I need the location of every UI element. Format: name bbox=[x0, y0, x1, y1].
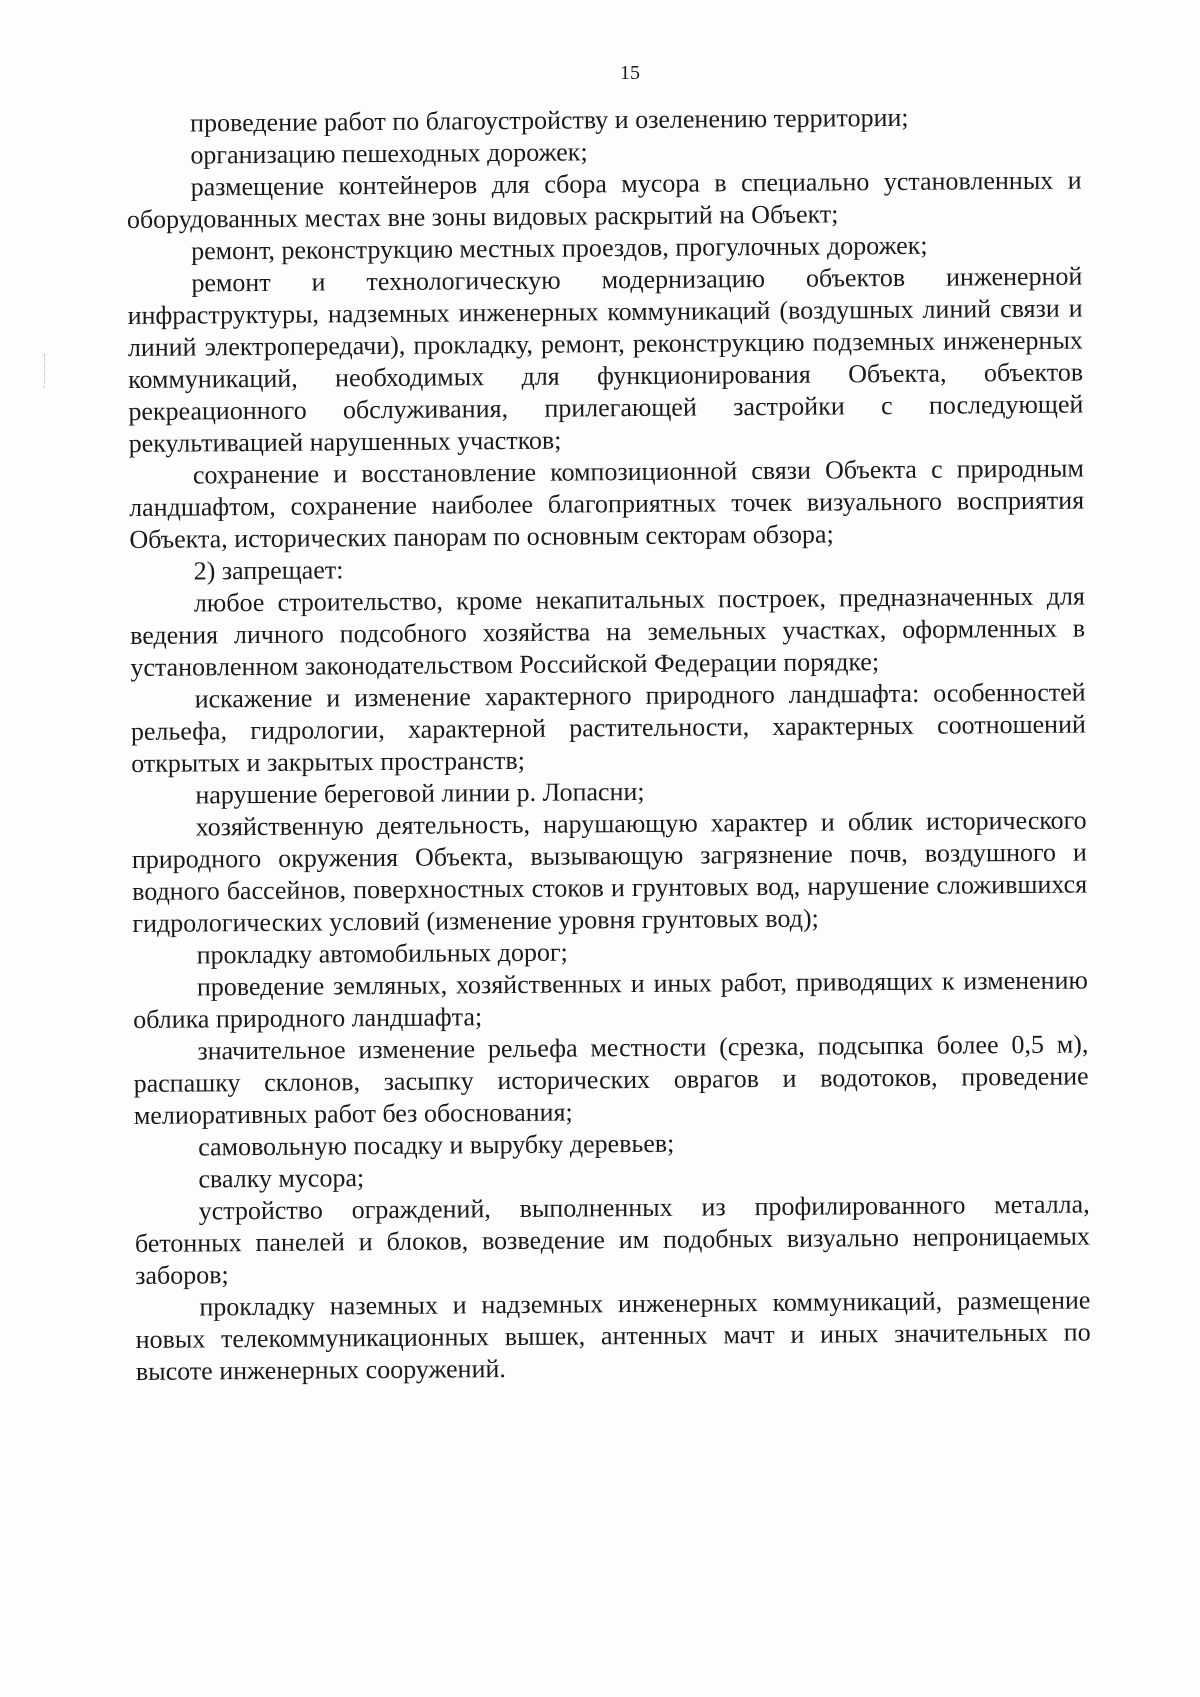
paragraph: ремонт, реконструкцию местных проездов, прогулочных дорожек; bbox=[191, 230, 928, 266]
paragraph: устройство ограждений, выполненных из профилированного металла, бетонных панелей и блоков, возведение им подобных визуально непроницаемых заборов; bbox=[134, 1189, 1091, 1290]
paragraph: проведение земляных, хозяйственных и иных работ, приводящих к изменению облика природного ландшафта; bbox=[133, 965, 1088, 1034]
scan-margin-mark bbox=[44, 354, 47, 388]
paragraph: любое строительство, кроме некапитальных построек, предназначенных для ведения личного подсобного хозяйства на земельных участках, оформленных в установленном законодательством Российской Федерации порядке; bbox=[130, 581, 1086, 682]
paragraph: ремонт и технологическую модернизацию объектов инженерной инфраструктуры, надземных инженерных коммуникаций (воздушных линий связи и линий электропередачи), прокладку, ремонт, реконструкцию подземных инженерных коммуникаций, необходимых для функционирования Объекта, объектов рекреационного обслуживания, прилегающей застройки с последующей рекультивацией нарушенных участков; bbox=[127, 261, 1084, 458]
section-heading: 2) запрещает: bbox=[193, 555, 344, 586]
paragraph: значительное изменение рельефа местности (срезка, подсыпка более 0,5 м), распашку склонов, засыпку исторических оврагов и водотоков, проведение мелиоративных работ без обоснования; bbox=[133, 1029, 1089, 1130]
document-body bbox=[126, 100, 1091, 1387]
paragraph: нарушение береговой линии р. Лопасни; bbox=[195, 776, 645, 810]
paragraph: сохранение и восстановление композиционной связи Объекта с природным ландшафтом, сохранение наиболее благоприятных точек визуального восприятия Объекта, исторических панорам по основным секторам обзора; bbox=[129, 453, 1085, 554]
paragraph: прокладку автомобильных дорог; bbox=[196, 937, 568, 970]
page-number: 15 bbox=[620, 62, 640, 84]
paragraph: прокладку наземных и надземных инженерных коммуникаций, размещение новых телекоммуникационных вышек, антенных мачт и иных значительных по высоте инженерных сооружений. bbox=[135, 1285, 1091, 1386]
paragraph: самовольную посадку и вырубку деревьев; bbox=[198, 1128, 675, 1162]
paragraph: проведение работ по благоустройству и озеленению территории; bbox=[190, 102, 909, 138]
paragraph: искажение и изменение характерного природного ландшафта: особенностей рельефа, гидрологии, характерной растительности, характерных соотношений открытых и закрытых пространств; bbox=[130, 677, 1086, 778]
paragraph: организацию пешеходных дорожек; bbox=[190, 137, 588, 170]
paragraph: свалку мусора; bbox=[198, 1163, 365, 1194]
paragraph: размещение контейнеров для сбора мусора в специально установленных и оборудованных местах вне зоны видовых раскрытий на Объект; bbox=[126, 165, 1082, 234]
paragraph: хозяйственную деятельность, нарушающую характер и облик исторического природного окружения Объекта, вызывающую загрязнение почв, воздушного и водного бассейнов, поверхностных стоков и грунтовых вод, нарушение сложившихся гидрологических условий (изменение уровня грунтовых вод); bbox=[131, 805, 1088, 938]
